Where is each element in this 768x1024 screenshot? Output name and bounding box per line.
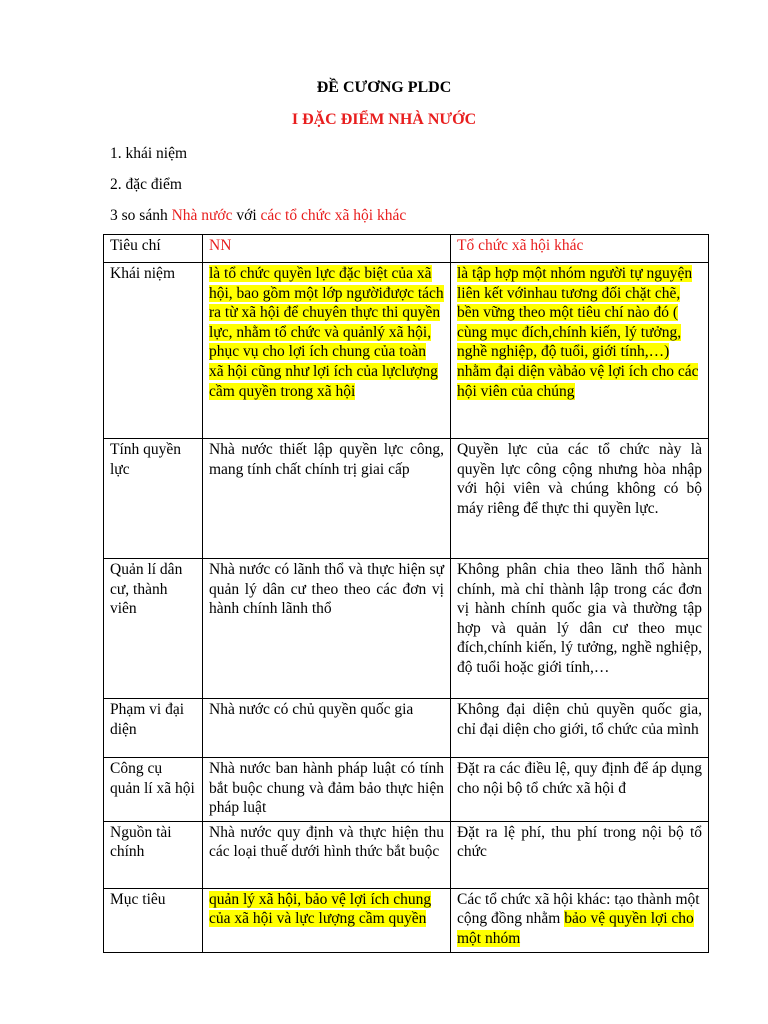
row-org: Không đại diện chủ quyền quốc gia, chỉ đại diện cho giới, tổ chức của mình: [451, 699, 709, 758]
table-row: [104, 699, 709, 758]
highlighted-text: quản lý xã hội, bảo vệ lợi ích chung của xã hội và lực lượng cầm quyền: [209, 890, 432, 928]
highlighted-text: là tập hợp một nhóm người tự nguyện liên kết vớinhau tương đối chặt chẽ, bền vững theo một tiêu chí nào đó ( cùng mục đích,chính kiến, lý tưởng, nghề nghiệp, độ tuổi, giới tính,…) nhằm đại diện vàbảo vệ lợi ích cho các hội viên của chúng: [457, 265, 699, 400]
row-criteria: Tính quyền lực: [104, 439, 203, 559]
row-criteria: Công cụ quản lí xã hội: [104, 758, 203, 822]
row-criteria: Khái niệm: [104, 263, 203, 439]
row-org: Không phân chia theo lãnh thổ hành chính, mà chỉ thành lập trong các đơn vị hành chính quốc gia và thường tập hợp và quản lý dân cư theo mục đích,chính kiến, lý tưởng, nghề nghiệp, độ tuổi hoặc giới tính,…: [451, 559, 709, 699]
row-state: Nhà nước quy định và thực hiện thu các loại thuế dưới hình thức bắt buộc: [203, 821, 451, 888]
table-row: [104, 888, 709, 952]
row-org: [451, 888, 709, 952]
compare-mid: với: [232, 207, 261, 224]
table-header-row: [104, 235, 709, 263]
row-state: [203, 263, 451, 439]
comparison-table: [103, 234, 709, 953]
list-item-compare: [110, 207, 406, 225]
section-heading: I ĐẶC ĐIỂM NHÀ NƯỚC: [291, 111, 477, 128]
compare-state: Nhà nước: [171, 207, 233, 224]
table-row: [104, 821, 709, 888]
header-state: NN: [203, 235, 451, 263]
row-state: Nhà nước có chủ quyền quốc gia: [203, 699, 451, 758]
row-org: [451, 263, 709, 439]
table-row: [104, 559, 709, 699]
row-state: Nhà nước ban hành pháp luật có tính bắt buộc chung và đảm bảo thực hiện pháp luật: [203, 758, 451, 822]
table-row: [104, 758, 709, 822]
row-state: [203, 888, 451, 952]
header-org: Tổ chức xã hội khác: [451, 235, 709, 263]
row-state: Nhà nước thiết lập quyền lực công, mang tính chất chính trị giai cấp: [203, 439, 451, 559]
row-criteria: Phạm vi đại diện: [104, 699, 203, 758]
row-org: Đặt ra lệ phí, thu phí trong nội bộ tổ chức: [451, 821, 709, 888]
table-row: [104, 439, 709, 559]
document-title: ĐỀ CƯƠNG PLDC: [316, 79, 452, 96]
list-item-features: 2. đặc điểm: [110, 176, 182, 193]
compare-org: các tổ chức xã hội khác: [260, 207, 407, 224]
row-state: Nhà nước có lãnh thổ và thực hiện sự quản lý dân cư theo theo các đơn vị hành chính lãnh thổ: [203, 559, 451, 699]
highlighted-text: bảo vệ quyền lợi cho một nhóm: [457, 910, 694, 947]
plain-text: Các tổ chức xã hội khác: tạo thành một cộng đồng nhằm: [457, 890, 700, 928]
compare-prefix: 3 so sánh: [110, 207, 172, 224]
row-criteria: Mục tiêu: [104, 888, 203, 952]
row-criteria: Nguồn tài chính: [104, 821, 203, 888]
highlighted-text: là tổ chức quyền lực đặc biệt của xã hội, bao gồm một lớp ngườiđược tách ra từ xã hội để chuyên thực thi quyền lực, nhằm tổ chức và quảnlý xã hội, phục vụ cho lợi ích chung của toàn xã hội cũng như lợi ích của lựclượng cầm quyền trong xã hội: [209, 265, 444, 400]
row-org: Đặt ra các điều lệ, quy định để áp dụng cho nội bộ tổ chức xã hội đ: [451, 758, 709, 822]
row-criteria: Quản lí dân cư, thành viên: [104, 559, 203, 699]
header-criteria: Tiêu chí: [104, 235, 203, 263]
list-item-concept: 1. khái niệm: [110, 145, 188, 162]
row-org: Quyền lực của các tổ chức này là quyền lực công cộng nhưng hòa nhập với hội viên và chúng không có bộ máy riêng để thực thi quyền lực.: [451, 439, 709, 559]
table-row: [104, 263, 709, 439]
